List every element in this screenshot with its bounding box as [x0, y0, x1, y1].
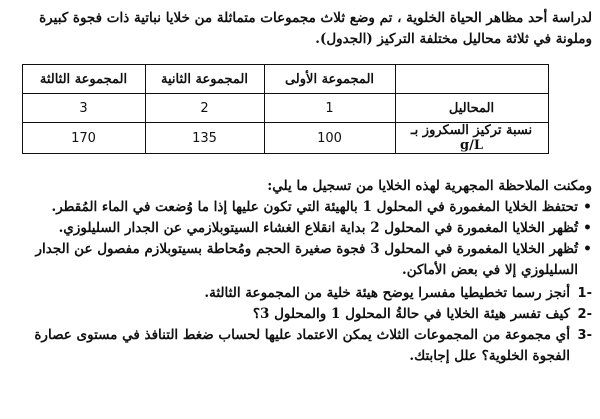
- list-item: [8, 197, 592, 218]
- question-text: كيف تفسر هيئة الخلايا في حالةُ المحلول 1 والمحلول 3؟: [252, 306, 570, 322]
- list-item: [8, 218, 592, 239]
- bullet-icon: •: [583, 199, 592, 215]
- question-text: أنجز رسما تخطيطيا مفسرا يوضح هيئة خلية من المجموعة الثالثة.: [204, 285, 570, 301]
- list-item: [8, 239, 592, 281]
- table-header-cell: [395, 65, 548, 94]
- observation-text: تُظهر الخلايا المغمورة في المحلول 3 فجوة صغيرة الحجم ومُحاطة بسيتوبلازم مفصول عن الجدار السليلوزي إلا في بعض الأماكن.: [35, 241, 578, 278]
- table-header-cell: المجموعة الثانية: [145, 65, 264, 94]
- table-container: [8, 64, 592, 154]
- table-cell: 3: [22, 94, 145, 123]
- questions-list: [8, 283, 592, 367]
- observations-intro: ومكنت الملاحظة المجهرية لهذه الخلايا من تسجيل ما يلي:: [267, 178, 592, 194]
- question-number: -1: [577, 286, 592, 301]
- intro-paragraph: لدراسة أحد مظاهر الحياة الخلوية ، تم وضع ثلاث مجموعات متماثلة من خلايا نباتية ذات فجوة كبيرة وملونة في ثلاثة محاليل مختلفة التركيز (الجدول).: [39, 10, 592, 47]
- table-cell: 1: [264, 94, 395, 123]
- question-item: [8, 325, 592, 367]
- observations-list: [8, 197, 592, 281]
- table-cell: 135: [145, 123, 264, 154]
- table-cell: 2: [145, 94, 264, 123]
- concentration-table: [22, 64, 549, 154]
- question-text: أي مجموعة من المجموعات الثلاث يمكن الاعتماد عليها لحساب ضغط التنافذ في مستوى عصارة الفجوة الخلوية؟ علل إجابتك.: [34, 327, 570, 364]
- table-row: [22, 123, 548, 154]
- observation-text: تحتفظ الخلايا المغمورة في المحلول 1 بالهيئة التي تكون عليها إذا ما وُضعت في الماء المُقطر.: [51, 199, 578, 215]
- table-header-cell: المجموعة الثالثة: [22, 65, 145, 94]
- bullet-icon: •: [583, 220, 592, 236]
- question-number: -3: [577, 328, 592, 343]
- bullet-icon: •: [583, 241, 592, 257]
- row-label: المحاليل: [395, 94, 548, 123]
- table-cell: 100: [264, 123, 395, 154]
- question-item: [8, 304, 592, 325]
- table-header-cell: المجموعة الأولى: [264, 65, 395, 94]
- question-number: -2: [577, 307, 592, 322]
- observation-text: تُظهر الخلايا المغمورة في المحلول 2 بداية انقلاع الغشاء السيتوبلازمي عن الجدار السليلوزي.: [58, 220, 578, 236]
- table-cell: 170: [22, 123, 145, 154]
- table-header-row: [22, 65, 548, 94]
- question-item: [8, 283, 592, 304]
- table-row: [22, 94, 548, 123]
- row-label: نسبة تركيز السكروز بـ g/L: [395, 123, 548, 154]
